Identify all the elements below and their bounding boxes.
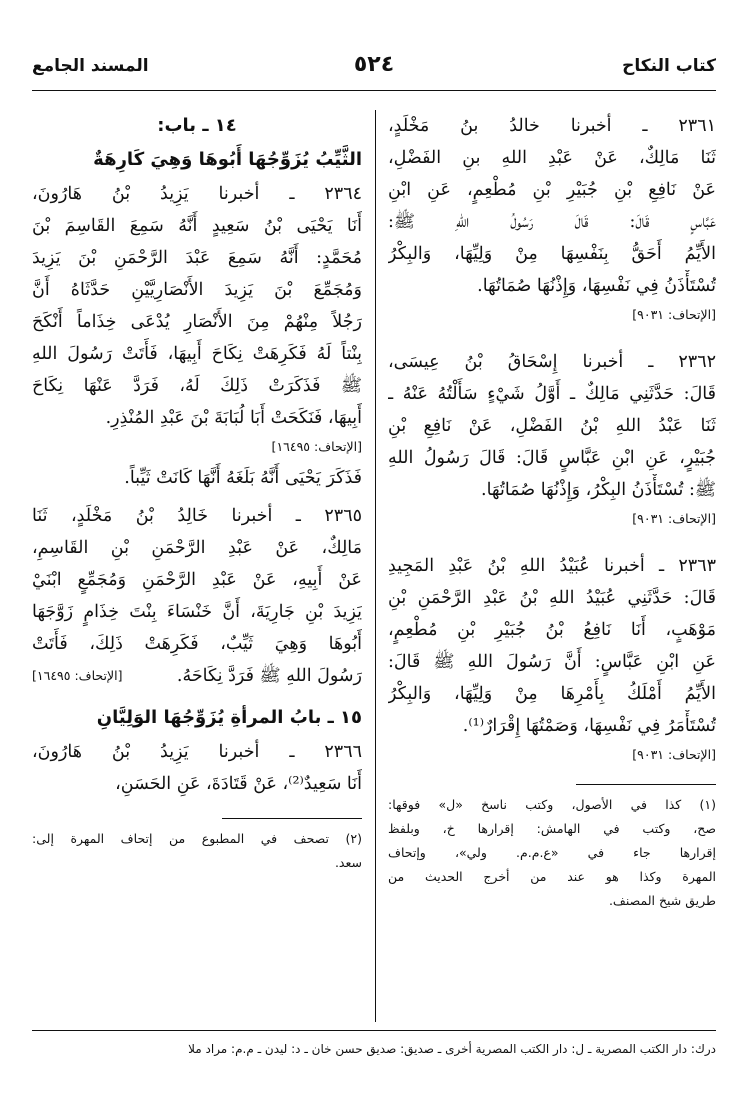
ithaf-reference: [الإتحاف: ٩٠٣١] [632, 307, 716, 322]
footnote-line: صح، وكتب في الهامش: إقرارها خ، وبلفظ [388, 821, 716, 836]
text-line: قَالَ: حَدَّثَنِي عُبَيْدُ اللهِ بْنُ عَبْدِ الرَّحْمَنِ بْنِ [388, 588, 716, 608]
text-line: مَالِكٌ، عَنْ عَبْدِ الرَّحْمَنِ بْنِ القَاسِمِ، [32, 538, 362, 558]
hadith-2365 [32, 500, 362, 692]
text-line: عَنْ أَبِيهِ، عَنْ عَبْدِ الرَّحْمَنِ وَمُجَمِّعٍ ابْنَيْ [32, 570, 362, 590]
text-line: عَبَّاسٍ قَالَ: قَالَ رَسُولُ اللهِ ﷺ: [388, 212, 716, 232]
ithaf-reference: [الإتحاف: ٩٠٣١] [632, 511, 716, 526]
text-line: رَجُلاً مِنْهُمْ مِنَ الأَنْصَارِ يُدْعَى خِذَاماً أَنْكَحَ [32, 312, 362, 332]
ithaf-reference: [الإتحاف: ١٦٤٩٥] [271, 439, 362, 454]
footnote-line: إقرارها جاء في «ع.م.م. ولي»، وإتحاف [388, 845, 716, 860]
text-line: ٢٣٦٦ ـ أخبرنا يَزِيدُ بْنُ هَارُونَ، [32, 742, 362, 762]
footnote-line: (١) كذا في الأصول، وكتب ناسخ «ل» فوقها: [388, 797, 716, 812]
ithaf-reference: [الإتحاف: ٩٠٣١] [632, 747, 716, 762]
text-line: ثَنَا مَالِكٌ، عَنْ عَبْدِ اللهِ بنِ الفَضْلِ، [388, 148, 716, 168]
right-column [388, 110, 716, 913]
chapter-number: ١٤ ـ باب: [157, 115, 237, 136]
text-line: وَمُجَمِّعَ بْنَ يَزِيدَ الأَنْصَارِيَّيْنِ حَدَّثَاهُ أَنَّ [32, 280, 362, 300]
text-line: الأَيِّمُ أَمْلَكُ بِأَمْرِهَا مِنْ وَلِيِّهَا، وَالبِكْرُ [388, 684, 716, 704]
text-line: ﷺ فَذَكَرَتْ ذَلِكَ لَهُ، فَرَدَّ عَنْهَا نِكَاحَ [32, 376, 362, 396]
hadith-2361 [388, 110, 716, 330]
text-line: ٢٣٦١ ـ أخبرنا خالدُ بنُ مَخْلَدٍ، [388, 116, 716, 136]
footnote-rule [576, 784, 716, 785]
page-number: ٥٢٤ [353, 52, 395, 77]
text-line: تُسْتَأْذَنُ فِي نَفْسِهَا، وَإِذْنُهَا صُمَاتُهَا. [477, 276, 716, 296]
hadith-2366 [32, 736, 362, 800]
text-line: تُسْتَأْمَرُ فِي نَفْسِهَا، وَصَمْتُهَا إِقْرَارٌ⁽¹⁾. [462, 716, 716, 736]
text-line: جُبَيْرٍ، عَنِ ابْنِ عَبَّاسٍ قَالَ: قَالَ رَسُولُ اللهِ [388, 448, 716, 468]
collection-title: المسند الجامع [32, 56, 149, 76]
footnote-line: (٢) تصحف في المطبوع من إتحاف المهرة إلى: [32, 831, 362, 846]
text-line: ٢٣٦٥ ـ أخبرنا خَالِدُ بْنُ مَخْلَدٍ، ثَنَا [32, 506, 362, 526]
text-line: مُحَمَّدٍ: أَنَّهُ سَمِعَ عَبْدَ الرَّحْمَنِ بْنَ يَزِيدَ [32, 248, 362, 268]
text-line: قَالَ: حَدَّثَنِي مَالِكٌ ـ أَوَّلُ شَيْءٍ سَأَلْتُهُ عَنْهُ ـ [388, 384, 716, 404]
text-line: مَوْهَبٍ، أَنَا نَافِعُ بْنُ جُبَيْرِ بْنِ مُطْعِمٍ، [388, 620, 716, 640]
manuscript-sigla: درك: دار الكتب المصرية ـ ل: دار الكتب المصرية أخرى ـ صديق: صديق حسن خان ـ د: ليدن ـ م.م: مراد ملا [188, 1042, 716, 1056]
text-line: ٢٣٦٣ ـ أخبرنا عُبَيْدُ اللهِ بْنُ عَبْدِ المَجِيدِ [388, 556, 716, 576]
text-line [32, 660, 362, 692]
header-rule [32, 90, 716, 91]
chapter-title: الثَّيِّبُ يُزَوِّجُهَا أَبُوهَا وَهِيَ كَارِهَةٌ [93, 149, 362, 170]
chapter-title: ١٥ ـ بابُ المرأةِ يُزَوِّجُهَا الوَلِيَّانِ [96, 707, 362, 728]
footnote-line: المهرة وكذا هو عند من أخرج الحديث من [388, 869, 716, 884]
text-line: ٢٣٦٢ ـ أخبرنا إِسْحَاقُ بْنُ عِيسَى، [388, 352, 716, 372]
footer-rule [32, 1030, 716, 1031]
book-title: كتاب النكاح [622, 56, 716, 76]
text-line: الأَيِّمُ أَحَقُّ بِنَفْسِهَا مِنْ وَلِيِّهَا، وَالبِكْرُ [388, 244, 716, 264]
hadith-2363 [388, 550, 716, 770]
footnote-rule [222, 818, 362, 819]
column-divider [375, 110, 376, 1022]
footnote-1 [388, 793, 716, 913]
hadith-2362 [388, 346, 716, 534]
left-column [32, 110, 362, 875]
ithaf-reference: [الإتحاف: ١٦٤٩٥] [32, 668, 123, 683]
text-line: أَبُوهَا وَهِيَ ثَيِّبٌ، فَكَرِهَتْ ذَلِكَ، فَأَتَتْ [32, 634, 362, 654]
footnote-line: طريق شيخ المصنف. [608, 893, 716, 908]
text-line: أَنَا يَحْيَى بْنُ سَعِيدٍ أَنَّهُ سَمِعَ القَاسِمَ بْنَ [32, 216, 362, 236]
yahya-note: فَذَكَرَ يَحْيَى أَنَّهُ بَلَغَهُ أَنَّهَا كَانَتْ ثَيِّباً. [124, 468, 362, 488]
hadith-2364 [32, 178, 362, 462]
text-line: بِنْتاً لَهُ فَكَرِهَتْ نِكَاحَ أَبِيهَا، فَأَتَتْ رَسُولَ اللهِ [32, 344, 362, 364]
text-line: يَزِيدَ بْنِ جَارِيَةَ، أَنَّ خَنْسَاءَ بِنْتَ خِذَامٍ زَوَّجَهَا [32, 602, 362, 622]
text-line: ٢٣٦٤ ـ أخبرنا يَزِيدُ بْنُ هَارُونَ، [32, 184, 362, 204]
text-line: عَنِ ابْنِ عَبَّاسٍ: أَنَّ رَسُولَ اللهِ ﷺ قَالَ: [388, 652, 716, 672]
footnote-2 [32, 827, 362, 875]
text-line: عَنْ نَافِعِ بْنِ جُبَيْرِ بْنِ مُطْعِمٍ، عَنِ ابْنِ [388, 180, 716, 200]
text-line: أَبِيهَا، فَنَكَحَتْ أَبَا لُبَابَةَ بْنَ عَبْدِ المُنْذِرِ. [105, 408, 362, 428]
text-line: ﷺ: تُسْتَأْذَنُ البِكْرُ، وَإِذْنُهَا صُمَاتُهَا. [481, 480, 716, 500]
running-header [32, 52, 716, 92]
text-line: ثَنَا عَبْدُ اللهِ بْنُ الفَضْلِ، عَنْ نَافِعِ بْنِ [388, 416, 716, 436]
text-segment: رَسُولَ اللهِ ﷺ فَرَدَّ نِكَاحَهُ. [176, 666, 362, 686]
text-line: أَنَا سَعِيدٌ⁽²⁾، عَنْ قَتَادَةَ، عَنِ الحَسَنِ، [115, 774, 362, 794]
footnote-line: سعد. [334, 855, 362, 870]
